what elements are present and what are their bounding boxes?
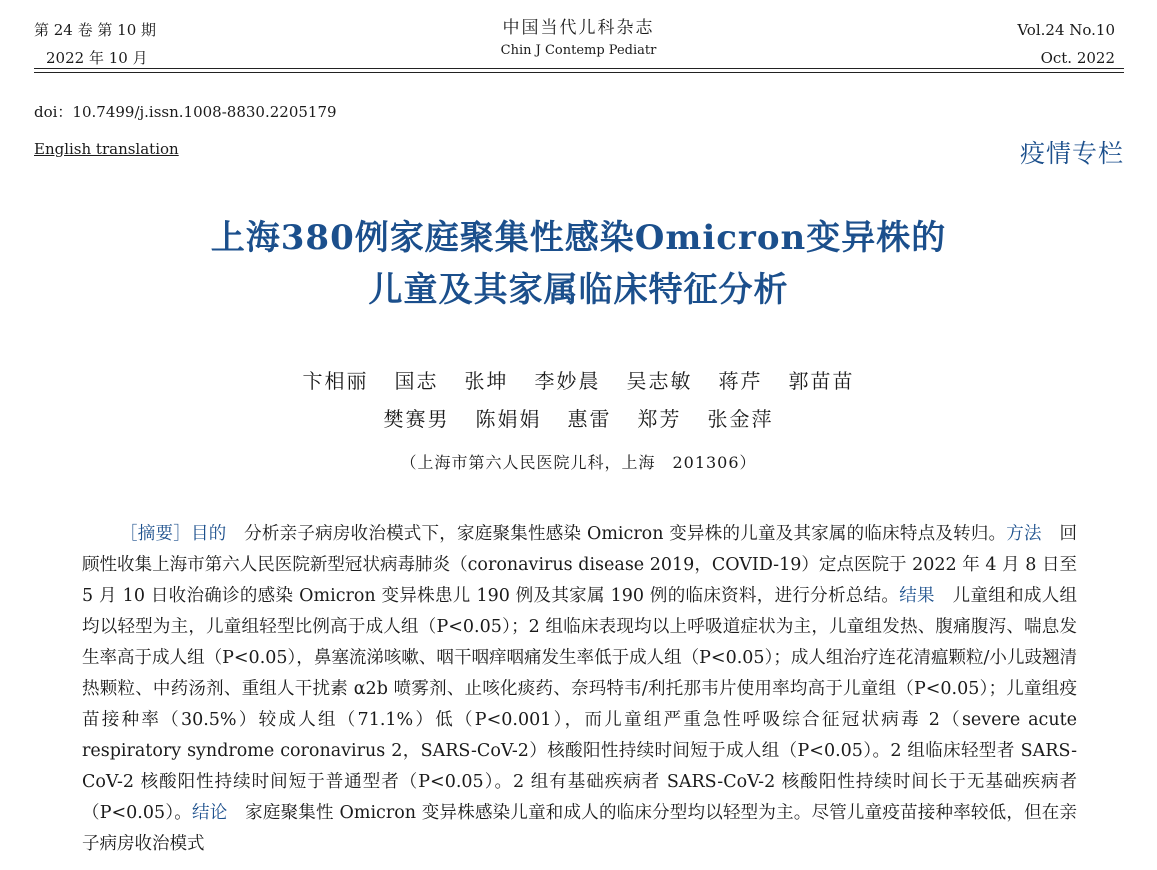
- author: 郑芳: [637, 407, 682, 431]
- title-line-2: 儿童及其家属临床特征分析: [368, 270, 789, 310]
- author: 樊赛男: [383, 407, 450, 431]
- methods-label: 方法: [1006, 524, 1042, 544]
- abstract-label: ［摘要］: [120, 524, 191, 544]
- journal-header: [0, 0, 1157, 72]
- column-label: 疫情专栏: [1019, 139, 1124, 168]
- volume-issue-cn: 第 24 卷 第 10 期: [34, 21, 157, 39]
- abstract: [82, 519, 1077, 860]
- english-translation-link[interactable]: English translation: [34, 140, 179, 158]
- author: 李妙晨: [534, 369, 601, 393]
- conclusion-label: 结论: [192, 803, 228, 823]
- methods-text: 回顾性收集上海市第六人民医院新型冠状病毒肺炎（coronavirus disease 2019，COVID-19）定点医院于 2022 年 4 月 8 日至 5 月 10 日收治确诊的感染 Omicron 变异株患儿 190 例及其家属 190 例的临床资料，进行分析总结。: [82, 524, 1078, 606]
- author: 惠雷: [567, 407, 612, 431]
- author: 张金萍: [707, 407, 774, 431]
- author: 蒋芹: [718, 369, 763, 393]
- results-label: 结果: [899, 586, 935, 606]
- journal-name-en: Chin J Contemp Pediatr: [500, 43, 657, 58]
- objective-label: 目的: [190, 524, 227, 544]
- author: 张坤: [464, 369, 509, 393]
- header-center: [0, 16, 1157, 62]
- header-right: [1017, 16, 1115, 72]
- objective-text: 分析亲子病房收治模式下，家庭聚集性感染 Omicron 变异株的儿童及其家属的临床特点及转归。: [226, 524, 1007, 544]
- author: 吴志敏: [626, 369, 693, 393]
- results-text: 儿童组和成人组均以轻型为主，儿童组轻型比例高于成人组（P<0.05）；2 组临床表现均以上呼吸道症状为主，儿童组发热、腹痛腹泻、喘息发生率高于成人组（P<0.05），鼻塞流涕咳嗽、咽干咽痒咽痛发生率低于成人组（P<0.05）；成人组治疗连花清瘟颗粒/小儿豉翘清热颗粒、中药汤剂、重组人干扰素 α2b 喷雾剂、止咳化痰药、奈玛特韦/利托那韦片使用率均高于儿童组（P<0.05）；儿童组疫苗接种率（30.5%）较成人组（71.1%）低（P<0.001），而儿童组严重急性呼吸综合征冠状病毒 2（severe acute respiratory syndrome coronavirus 2，SARS-CoV-2）核酸阳性持续时间短于成人组（P<0.05）。2 组临床轻型者 SARS-CoV-2 核酸阳性持续时间短于普通型者（P<0.05）。2 组有基础疾病者 SARS-CoV-2 核酸阳性持续时间长于无基础疾病者（P<0.05）。: [82, 586, 1078, 823]
- author-list: [0, 362, 1157, 438]
- author-row-1: [0, 362, 1157, 400]
- affiliation: （上海市第六人民医院儿科，上海 201306）: [400, 453, 757, 472]
- author-row-2: [0, 400, 1157, 438]
- journal-name-cn: 中国当代儿科杂志: [502, 18, 655, 38]
- header-rule-thin: [34, 72, 1124, 73]
- author: 陈娟娟: [475, 407, 542, 431]
- author: 郭苗苗: [788, 369, 855, 393]
- author: 国志: [394, 369, 439, 393]
- header-rule-thick: [34, 68, 1124, 69]
- conclusion-text: 家庭聚集性 Omicron 变异株感染儿童和成人的临床分型均以轻型为主。尽管儿童疫苗接种率较低，但在亲子病房收治模式: [82, 803, 1078, 854]
- date-en: Oct. 2022: [1040, 49, 1115, 67]
- title-line-1: 上海380例家庭聚集性感染Omicron变异株的: [210, 218, 947, 258]
- author: 卞相丽: [302, 369, 369, 393]
- abstract-paragraph: [82, 519, 1077, 860]
- doi: doi：10.7499/j.issn.1008-8830.2205179: [34, 103, 337, 121]
- date-cn: 2022 年 10 月: [46, 49, 148, 67]
- volume-issue-en: Vol.24 No.10: [1017, 21, 1115, 39]
- article-title: [0, 212, 1157, 316]
